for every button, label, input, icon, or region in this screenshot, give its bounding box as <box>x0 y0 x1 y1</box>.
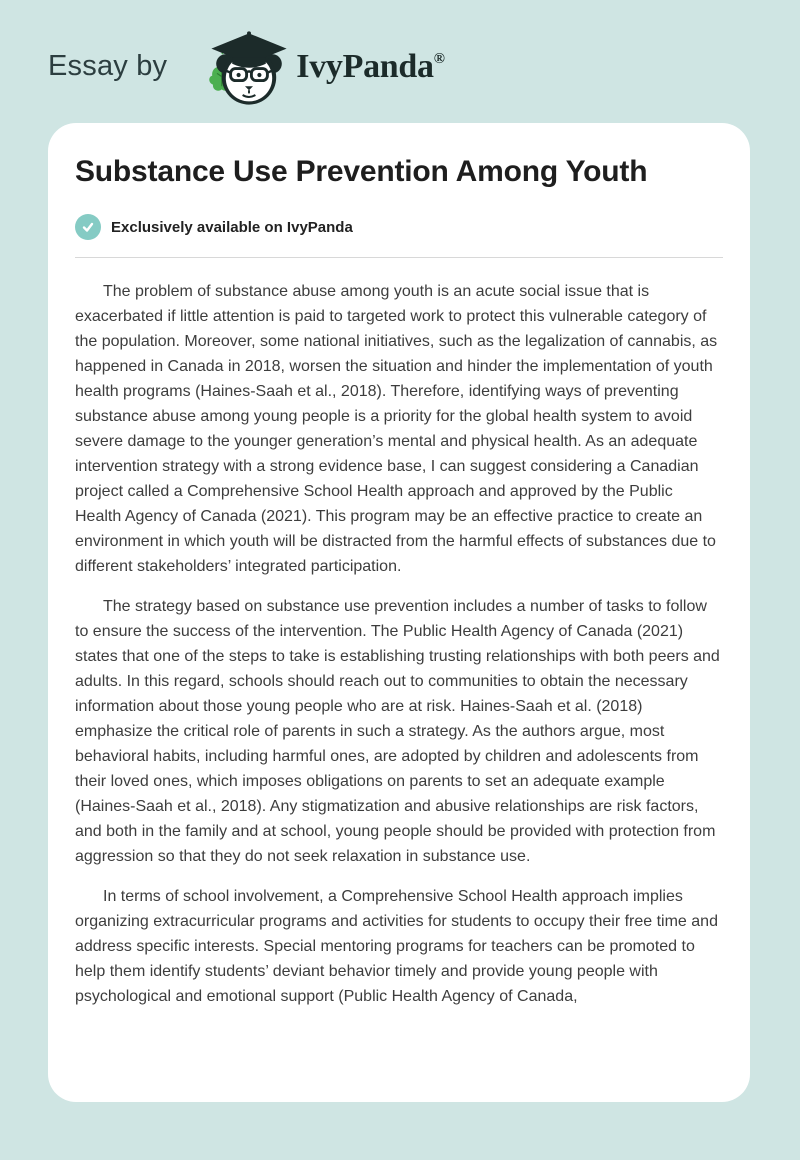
registered-mark: ® <box>433 50 445 67</box>
site-header <box>0 0 800 123</box>
essay-body <box>75 279 723 1009</box>
brand-wordmark <box>296 48 444 86</box>
essay-paragraph-1: The problem of substance abuse among youth is an acute social issue that is exacerbated if little attention is paid to targeted work to protect this vulnerable category of the population. Moreover, some national initiatives, such as the legalization of cannabis, as happened in Canada in 2018, worsen the situation and hinder the implementation of youth health programs (Haines-Saah et al., 2018). Therefore, identifying ways of preventing substance abuse among young people is a priority for the global health system to avoid severe damage to the younger generation’s mental and physical health. As an adequate intervention strategy with a strong evidence base, I can suggest considering a Canadian project called a Comprehensive School Health approach and approved by the Public Health Agency of Canada (2021). This program may be an effective practice to create an environment in which youth will be distracted from the harmful effects of substances due to different stakeholders’ integrated participation. <box>75 283 718 575</box>
page-title: Substance Use Prevention Among Youth <box>75 155 648 188</box>
essay-paragraph-2: The strategy based on substance use prevention includes a number of tasks to follow to ensure the success of the intervention. The Public Health Agency of Canada (2021) states that one of the steps to take is establishing trusting relationships with both peers and adults. In this regard, schools should reach out to communities to obtain the necessary information about those young people who are at risk. Haines-Saah et al. (2018) emphasize the critical role of parents in such a strategy. As the authors argue, most behavioral habits, including harmful ones, are adopted by children and adolescents from their loved ones, which imposes obligations on parents to set an adequate example (Haines-Saah et al., 2018). Any stigmatization and abusive relationships are risk factors, and both in the family and at school, young people should be provided with protection from aggression so that they do not seek relaxation in substance use. <box>75 598 720 865</box>
essay-paragraph-3: In terms of school involvement, a Comprehensive School Health approach implies organizing extracurricular programs and activities for students to occupy their free time and address specific interests. Special mentoring programs for teachers can be promoted to help them identify students’ deviant behavior timely and provide young people with psychological and emotional support (Public Health Agency of Canada, <box>75 888 718 1005</box>
essay-card <box>48 123 750 1102</box>
check-icon <box>75 214 101 240</box>
ivypanda-logo[interactable] <box>205 27 444 107</box>
exclusive-badge <box>75 214 723 240</box>
essay-by-label: Essay by <box>48 50 168 82</box>
brand-name: IvyPanda <box>296 47 434 85</box>
divider <box>75 257 723 258</box>
exclusive-badge-label: Exclusively available on IvyPanda <box>111 218 353 236</box>
panda-graduate-logo-icon <box>205 27 289 107</box>
